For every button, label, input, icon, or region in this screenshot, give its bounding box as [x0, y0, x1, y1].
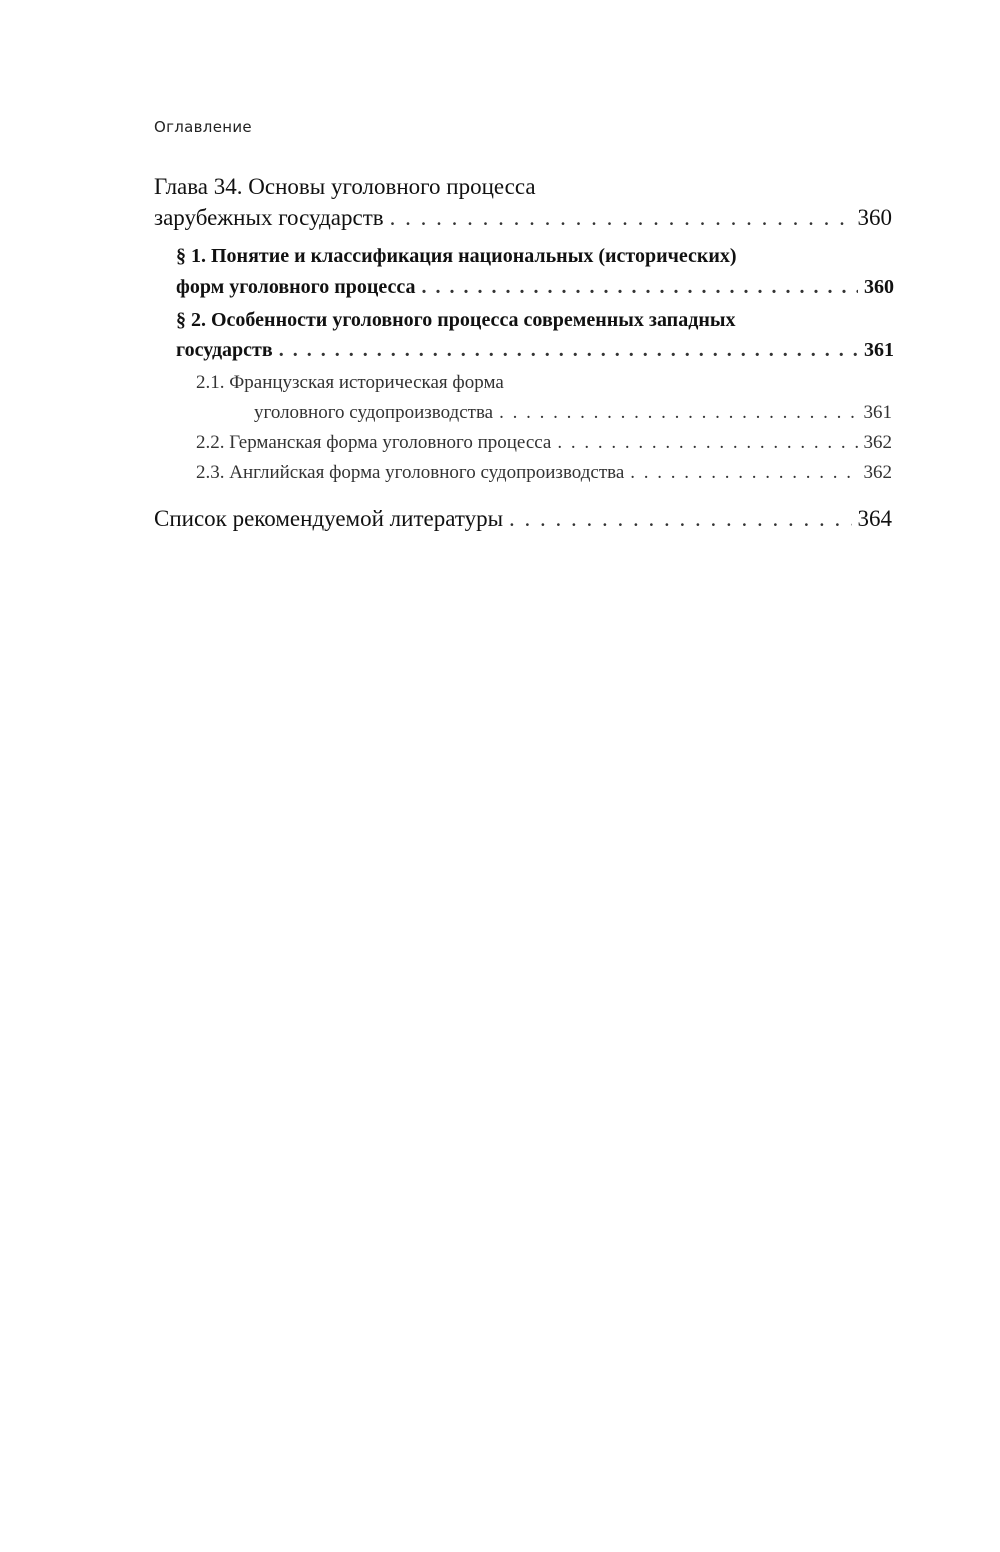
toc-section1-title-line1: § 1. Понятие и классификация национальных (исторических) [176, 245, 737, 267]
toc-page-number: 360 [857, 205, 892, 230]
toc-sub23-title: 2.3. Английская форма уголовного судопроизводства [196, 462, 625, 483]
toc-chapter-title-line2: зарубежных государств [154, 205, 384, 230]
toc-entry-chapter[interactable] [154, 205, 892, 231]
toc-page-number: 364 [857, 506, 892, 531]
running-head: Оглавление [154, 118, 252, 136]
dot-leader [422, 276, 858, 299]
toc-chapter-title-line1: Глава 34. Основы уголовного процесса [154, 174, 536, 199]
toc-page-number: 361 [863, 402, 892, 423]
dot-leader [499, 402, 857, 424]
dot-leader [509, 506, 851, 532]
toc-entry-section2[interactable] [176, 339, 894, 362]
toc-entry-sub22[interactable] [196, 432, 892, 454]
toc-entry-section1[interactable] [176, 276, 894, 299]
toc-section2-title-line1: § 2. Особенности уголовного процесса современных западных [176, 309, 736, 331]
toc-page-number: 362 [863, 432, 892, 453]
toc-page-number: 361 [864, 339, 894, 361]
toc-sub21-title-line2: уголовного судопроизводства [254, 402, 494, 423]
dot-leader [279, 339, 858, 362]
toc-entry-bibliography[interactable] [154, 506, 892, 532]
dot-leader [557, 432, 857, 454]
toc-entry-sub23[interactable] [196, 462, 892, 484]
toc-sub22-title: 2.2. Германская форма уголовного процесса [196, 432, 552, 453]
toc-section1-title-line2: форм уголовного процесса [176, 276, 416, 298]
toc-entry-sub21[interactable] [254, 402, 892, 424]
toc-page-number: 360 [864, 276, 894, 298]
table-of-contents [0, 0, 1000, 600]
toc-section2-title-line2: государств [176, 339, 273, 361]
dot-leader [630, 462, 857, 484]
toc-bibliography-title: Список рекомендуемой литературы [154, 506, 504, 531]
dot-leader [390, 205, 852, 231]
toc-sub21-title-line1: 2.1. Французская историческая форма [196, 372, 504, 393]
toc-page-number: 362 [863, 462, 892, 483]
